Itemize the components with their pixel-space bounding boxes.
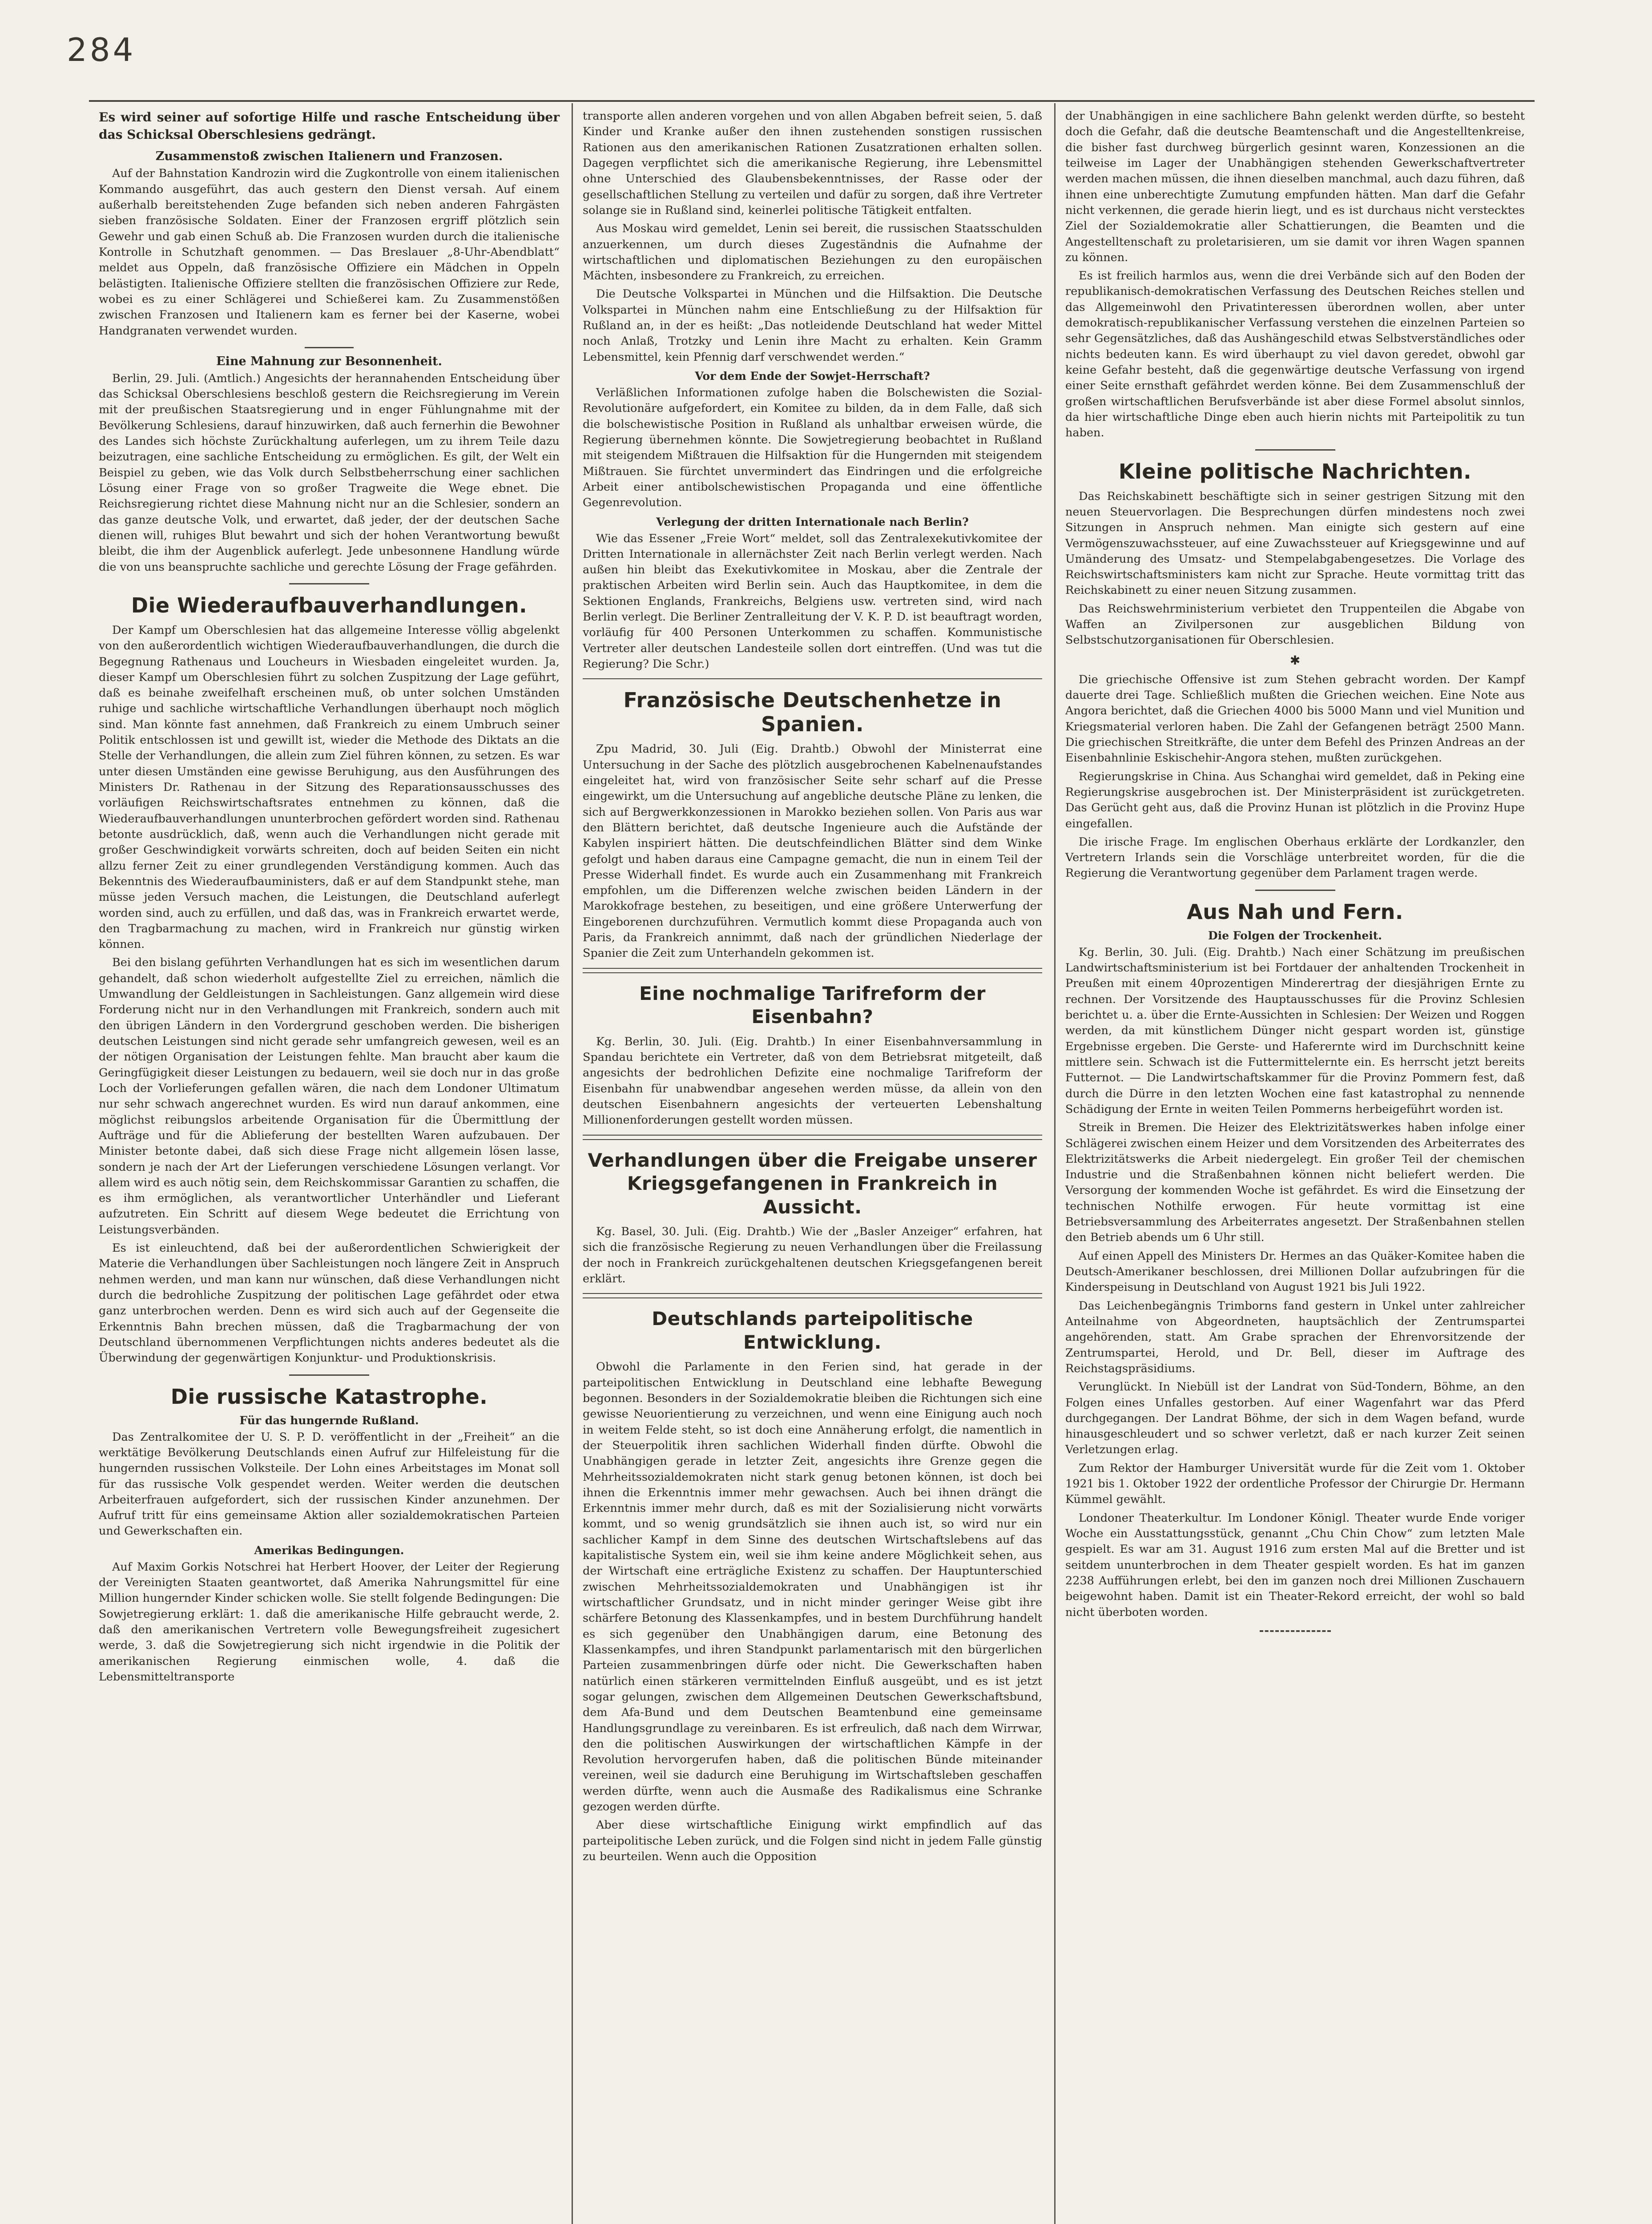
separator [583,678,1042,679]
column-1 [89,103,569,2224]
newspaper-columns [89,103,1535,2224]
paragraph: Verunglückt. In Niebüll ist der Landrat von Süd-Tondern, Böhme, an den Folgen eines Unfalles gestorben. Auf einer Wagenfahrt war das Pferd durchgegangen. Der Landrat Böhme, der sich in dem Wagen befand, wurde hinausgeschleudert und so schwer verletzt, daß er nach kurzer Zeit seinen Verletzungen erlag. [1065,1380,1525,1457]
headline-spain: Französische Deutschenhetze in Spanien. [623,688,1002,737]
end-separator [1260,1630,1331,1632]
column-2 [572,103,1052,2224]
page-number: 284 [67,31,136,68]
paragraph: Es ist einleuchtend, daß bei der außerordentlichen Schwierigkeit der Materie die Verhandlungen über Sachleistungen noch längere Zeit in Anspruch nehmen werden, und man kann nur wünschen, daß diese Verhandlungen nicht durch die bedrohliche Zuspitzung der politischen Lage gefährdet oder etwa ganz unterbrochen werden. Denn es wird sich auch auf der Gegenseite die Erkenntnis Bahn brechen müssen, daß die Tragbarmachung der von Deutschland übernommenen Verpflichtungen nichts anderes bedeutet als die Überwindung der gegenwärtigen Konjunktur- und Produktionskrisis. [99,1241,560,1365]
paragraph: Obwohl die Parlamente in den Ferien sind, hat gerade in der parteipolitischen Entwicklung in Deutschland eine lebhafte Bewegung begonnen. Besonders in der Sozialdemokratie bleiben die Richtungen sich eine gewisse Neuorientierung zu verzeichnen, und wenn eine Einigung auch noch in weitem Felde steht, so ist doch eine Annäherung erfolgt, die namentlich in der Steuerpolitik ihren sachlichen Widerhall finden dürfte. Obwohl die Unabhängigen gerade in letzter Zeit, angesichts ihre Grenze gegen die Mehrheitssozialdemokraten nicht stark genug betonen können, ist doch bei ihnen die Erkenntnis immer mehr gewachsen. Auch bei ihnen drängt die Erkenntnis immer mehr durch, daß es mit der Sozialisierung nicht vorwärts kommt, und so wenig grundsätzlich sie ihnen auch ist, so wird nur ein sachlicher Kampf in dem Sinne des deutschen Wirtschaftslebens auf das kapitalistische System ein, weil sie ihm keine andere Möglichkeit sehen, aus der Wirtschaft eine erträgliche Existenz zu schaffen. Der Hauptunterschied zwischen Mehrheitssozialdemokraten und Unabhängigen ist ihr wirtschaftlicher Grundsatz, und in nicht minder geringer Weise gibt ihre schärfere Betonung des Klassenkampfes, und in bestem Durchführung handelt es sich gegenüber den Unabhängigen darum, eine Betonung des Klassenkampfes, und ihren Standpunkt parlamentarisch mit den bürgerlichen Parteien zusammenbringen dürfe oder nicht. Die Gewerkschaften haben natürlich einen stärkeren vermittelnden Einfluß ausgeübt, und es ist jetzt sogar gelungen, zwischen dem Allgemeinen Deutschen Gewerkschaftsbund, dem Afa-Bund und dem Deutschen Beamtenbund eine gemeinsame Handlungsgrundlage zu vereinbaren. Es ist erfreulich, daß nach dem Wirrwar, den die politischen Auswirkungen der wirtschaftlichen Kämpfe in der Revolution hervorgerufen haben, daß die politischen Bünde miteinander vereinen, weil sie dadurch eine Beruhigung im Wirtschaftsleben geschaffen werden dürfte, wenn auch die Ausmaße des Radikalismus eine Schranke gezogen werden dürfte. [583,1360,1042,1814]
headline-russian-catastrophe: Die russische Katastrophe. [170,1384,488,1409]
headline-party-politics: Deutschlands parteipolitische Entwicklung. [652,1308,973,1353]
headline-railway: Eine nochmalige Tarifreform der Eisenbahn? [639,982,986,1028]
paragraph: Zum Rektor der Hamburger Universität wurde für die Zeit vom 1. Oktober 1921 bis 1. Oktober 1922 der ordentliche Professor der Chirurgie Dr. Hermann Kümmel gewählt. [1065,1461,1525,1507]
separator [289,583,369,584]
paragraph: der Unabhängigen in eine sachlichere Bahn gelenkt werden dürfte, so besteht doch die Gefahr, daß die deutsche Beamtenschaft und die Angestelltenkreise, die bisher fast durchweg bürgerlich gesinnt waren, Konzessionen an die teilweise im Lager der Unabhängigen stehenden Gewerkschaftvertreter werden machen müssen, die ihnen dieselben manchmal, auch dazu führen, daß ihnen eine unberechtigte Zumutung empfunden hätten. Man darf die Gefahr nicht verkennen, die gerade hierin liegt, und es ist durchaus nicht verstecktes Ziel der Sozialdemokratie aller Schattierungen, die Beamten und die Angestelltenschaft zu proletarisieren, um sie damit vor ihren Wagen spannen zu können. [1065,109,1525,264]
subheading-clash: Zusammenstoß zwischen Italienern und Franzosen. [155,149,503,164]
headline-prisoners: Verhandlungen über die Freigabe unserer Kriegsgefangenen in Frankreich in Aussicht. [588,1149,1037,1218]
paragraph: Auf Maxim Gorkis Notschrei hat Herbert Hoover, der Leiter der Regierung der Vereinigten Staaten geantwortet, daß Amerika Nahrungsmittel für eine Million hungernder Kinder schicken wolle. Sie stellt folgende Bedingungen: Die Sowjetregierung erklärt: 1. daß die amerikanische Hilfe gebraucht werde, 2. daß den amerikanischen Vertretern volle Bewegungsfreiheit zugesichert werde, 3. daß die Sowjetregierung sich nicht irgendwie in die Politik der amerikanischen Regierung einmischen wolle, 4. daß die Lebensmitteltransporte [99,1560,560,1684]
paragraph: Kg. Berlin, 30. Juli. (Eig. Drahtb.) In einer Eisenbahnversammlung in Spandau berichtete ein Vertreter, daß von dem Betriebsrat mitgeteilt, daß angesichts der bedrohlichen Defizite eine nochmalige Tarifreform der Eisenbahn für unabwendbar angesehen werden müsse, da allein von den deutschen Eisenbahnern angesichts der verteuerten Lebenshaltung Millionenforderungen gestellt worden müssen. [583,1035,1042,1127]
paragraph: Die Deutsche Volkspartei in München und die Hilfsaktion. Die Deutsche Volkspartei in München nahm eine Entschließung zu der Hilfsaktion für Rußland an, in der es heißt: „Das notleidende Deutschland hat weder Mittel noch Anlaß, Trotzky und Lenin ihre Macht zu erhalten. Kein Gramm Lebensmittel, kein Pfennig darf verschwendet werden.“ [583,287,1042,364]
paragraph: Bei den bislang geführten Verhandlungen hat es sich im wesentlichen darum gehandelt, daß schon wiederholt aufgestellte Ziel zu erreichen, nämlich die Umwandlung der Geldleistungen in Sachleistungen. Ganz allgemein wird diese Forderung nicht nur in den Verhandlungen mit Frankreich, sondern auch mit den übrigen Ländern in den Vordergrund geschoben werden. Die bisherigen deutschen Leistungen sind nicht gerade sehr umfangreich gewesen, weil es an der nötigen Organisation der Leistungen fehlte. Man braucht aber kaum die Geringfügigkeit dieser Leistungen zu bedauern, weil sie doch nur in das große Loch der Vorlieferungen gefallen wären, die nach dem Londoner Ultimatum nur sehr schwach angerechnet wurden. Es wird nun darauf ankommen, eine möglichst reibungslos arbeitende Organisation für die Übermittlung der Aufträge und für die Ablieferung der bestellten Waren aufzubauen. Der Minister betonte dabei, daß sich diese Frage nicht allgemein lösen lasse, sondern je nach der Art der Lieferungen verschiedene Lösungen verlangt. Vor allem wird es auch nötig sein, dem Reichskommissar Garantien zu schaffen, die es ihm ermöglichen, als verantwortlicher Unterhändler und Lieferant aufzutreten. Ein Schritt auf diesem Wege bedeutet die Errichtung von Leistungsverbänden. [99,956,560,1237]
paragraph: Die griechische Offensive ist zum Stehen gebracht worden. Der Kampf dauerte drei Tage. Schließlich mußten die Griechen weichen. Eine Note aus Angora berichtet, daß die Griechen 4000 bis 5000 Mann und viel Munition und Kriegsmaterial verloren haben. Die Zahl der Gefangenen beträgt 2500 Mann. Die griechischen Streitkräfte, die unter dem Befehl des Prinzen Andreas an der Eisenbahnlinie Eskischehir-Angora stehen, mußten zurückgehen. [1065,673,1525,765]
separator [1255,890,1335,891]
separator [583,1135,1042,1140]
paragraph: Aus Moskau wird gemeldet, Lenin sei bereit, die russischen Staatsschulden anzuerkennen, um durch dieses Zugeständnis die Aufnahme der wirtschaftlichen und diplomatischen Beziehungen zu den europäischen Mächten, insbesondere zu Frankreich, zu erreichen. [583,222,1042,283]
paragraph: Aber diese wirtschaftliche Einigung wirkt empfindlich auf das parteipolitische Leben zurück, und die Folgen sind nicht in jedem Falle günstig zu beurteilen. Wenn auch die Opposition [583,1818,1042,1863]
headline-small-news: Kleine politische Nachrichten. [1118,459,1472,483]
headline-reconstruction: Die Wiederaufbauverhandlungen. [131,593,528,617]
paragraph: Kg. Basel, 30. Juli. (Eig. Drahtb.) Wie der „Basler Anzeiger“ erfahren, hat sich die französische Regierung zu neuen Verhandlungen über die Freilassung der noch in Frankreich zurückgehaltenen deutschen Kriegsgefangenen bereit erklärt. [583,1225,1042,1285]
paragraph: Regierungskrise in China. Aus Schanghai wird gemeldet, daß in Peking eine Regierungskrise ausgebrochen ist. Der Ministerpräsident ist zurückgetreten. Das Gerücht geht aus, daß die Provinz Hunan ist plötzlich in die Provinz Hupe eingefallen. [1065,770,1525,830]
paragraph: Das Zentralkomitee der U. S. P. D. veröffentlicht in der „Freiheit“ an die werktätige Bevölkerung Deutschlands einen Aufruf zur Hilfeleistung für die hungernden russischen Volksteile. Der Lohn eines Arbeitstages im Monat soll für das russische Volk gespendet werden. Weiter werden die deutschen Arbeiterfrauen aufgefordert, sich der russischen Kinder anzunehmen. Der Aufruf tritt für eins gemeinsame Aktion aller sozialdemokratischen Parteien und Gewerkschaften ein. [99,1430,560,1538]
top-rule [89,100,1535,102]
paragraph: Das Reichskabinett beschäftigte sich in seiner gestrigen Sitzung mit den neuen Steuervorlagen. Die Besprechungen dürfen mindestens noch zwei Sitzungen in Anspruch nehmen. Man einigte sich gestern auf eine Vermögenszuwachssteuer, auf eine Zuwachssteuer auf Kriegsgewinne und auf Umänderung des Umsatz- und Stempelabgabengesetzes. Die Vorlage des Reichswirtschaftsministers kam nicht zur Sprache. Heute vormittag tritt das Reichskabinett zu einer neuen Sitzung zusammen. [1065,489,1525,597]
paragraph: Es ist freilich harmlos aus, wenn die drei Verbände sich auf den Boden der republikanisch-demokratischen Verfassung des Deutschen Reiches stellen und das Allgemeinwohl den Privatinteressen überordnen wollen, aber unter demokratisch-republikanischer Verfassung verstehen die einzelnen Parteien so sehr Gegensätzliches, daß das Aushängeschild etwas Selbstverständliches oder nichts bedeuten kann. Es wird überhaupt zu viel davon geredet, obwohl gar keine Gefahr besteht, daß die gegenwärtige deutsche Verfassung von irgend einer Seite ernsthaft gefährdet werden könne. Bei dem Zusammenschluß der großen wirtschaftlichen Berufsverbände ist aber diese Formel absolut sinnlos, da hier wirtschaftliche Dinge eben auch hierin nichts mit Parteipolitik zu tun haben. [1065,269,1525,440]
subheading-america: Amerikas Bedingungen. [254,1543,404,1557]
separator [305,347,354,348]
paragraph: transporte allen anderen vorgehen und von allen Abgaben befreit seien, 5. daß Kinder und Kranke außer den ihnen zustehenden sonstigen russischen Rationen aus den amerikanischen Rationen Zusatzrationen erhalten sollen. Dagegen verpflichtet sich die amerikanische Regierung, ihre Lebensmittel ohne Unterschied des Glaubensbekenntnisses, der Rasse oder der gesellschaftlichen Stellung zu verteilen und dafür zu sorgen, daß ihre Vertreter solange sie in Rußland sind, keinerlei politische Tätigkeit entfalten. [583,109,1042,217]
paragraph: Zpu Madrid, 30. Juli (Eig. Drahtb.) Obwohl der Ministerrat eine Untersuchung in der Sache des plötzlich ausgebrochenen Kabelnenaufstandes eingeleitet hat, wird von französischer Seite sehr scharf auf die Presse eingewirkt, um die Untersuchung auf angebliche deutsche Pläne zu lenken, die sich auf Bergwerkkonzessionen in Marokko beziehen sollen. Von Paris aus war den Blättern berichtet, daß deutsche Ingenieure auch die Aufstände der Kabylen inspiriert hätten. Die deutschfeindlichen Blätter sind dem Winke gefolgt und haben daraus eine Campagne gemacht, die nun in einem Teil der Presse Widerhall findet. Es wurde auch ein Zusammenhang mit Frankreich empfohlen, um die Differenzen welche zwischen beiden Ländern in der Marokkofrage bestehen, zu beseitigen, und eine größere Unterwerfung der Eingeborenen durchzuführen. Vermutlich kommt diese Propaganda auch von Paris, da Frankreich annimmt, daß nach der gründlichen Niederlage der Spanier die Zeit zum Unterhandeln gekommen ist. [583,742,1042,960]
column-3 [1054,103,1535,2224]
paragraph: Auf einen Appell des Ministers Dr. Hermes an das Quäker-Komitee haben die Deutsch-Amerikaner beschlossen, drei Millionen Dollar aufzubringen für die Kinderspeisung in Deutschland von August 1921 bis Juli 1922. [1065,1249,1525,1294]
paragraph: Das Reichswehrministerium verbietet den Truppenteilen die Abgabe von Waffen an Zivilpersonen zur ausgeblichen Bildung von Selbstschutzorganisationen für Oberschlesien. [1065,602,1525,647]
subheading-drought: Die Folgen der Trockenheit. [1208,929,1382,942]
paragraph: Berlin, 29. Juli. (Amtlich.) Angesichts der herannahenden Entscheidung über das Schicksal Oberschlesiens beschloß gestern die Reichsregierung im Verein mit der preußischen Staatsregierung und in enger Fühlungnahme mit der Bevölkerung Schlesiens, darauf hinzuwirken, daß auch fernerhin die Bewohner des Landes sich höchste Zurückhaltung auferlegen, um zu ihrem Teile dazu beizutragen, eine sachliche Entscheidung zu ermöglichen. Es gilt, der Welt ein Beispiel zu geben, wie das Volk durch Selbstbeherrschung einer sachlichen Lösung einer Frage von so großer Tragweite die Wege ebnet. Die Reichsregierung richtet diese Mahnung nicht nur an die Schlesier, sondern an das ganze deutsche Volk, und erwartet, daß jeder, der der deutschen Sache dienen will, ruhiges Blut bewahrt und sich der hohen Verantwortung bewußt bleibt, die ihm der Augenblick auferlegt. Jede unbesonnene Handlung würde die von uns beanspruchte sachliche und gerechte Lösung der Frage gefährden. [99,371,560,574]
subheading-soviet: Vor dem Ende der Sowjet-Herrschaft? [695,370,930,383]
subheading-warning: Eine Mahnung zur Besonnenheit. [216,354,443,368]
subheading-hunger: Für das hungernde Rußland. [239,1414,419,1427]
star-divider-icon: ✱ [1289,653,1301,668]
separator [583,1293,1042,1298]
paragraph: Streik in Bremen. Die Heizer des Elektrizitätswerkes haben infolge einer Schlägerei zwischen einem Heizer und dem Vorsitzenden des Arbeiterrates des Elektrizitätswerks die Arbeit niedergelegt. Ein großer Teil der chemischen Industrie und die Straßenbahnen können nicht beliefert werden. Die Versorgung der kommenden Woche ist gefährdet. Es wird die Einsetzung der technischen Nothilfe erwogen. Für heute vormittag ist eine Betriebsversammlung des Arbeiterrates angesetzt. Der Straßenbahnen stellen den Betrieb abends um 6 Uhr still. [1065,1121,1525,1245]
subheading-international: Verlegung der dritten Internationale nach Berlin? [656,515,969,528]
paragraph: Wie das Essener „Freie Wort“ meldet, soll das Zentralexekutivkomitee der Dritten Internationale in allernächster Zeit nach Berlin verlegt werden. Nach außen hin bleibt das Exekutivkomitee in Moskau, aber die Zentrale der praktischen Arbeiten wird Berlin sein. Auch das Hauptkomitee, in dem die Sektionen Englands, Frankreichs, Belgiens usw. vertreten sind, wird nach Berlin verlegt. Die Berliner Zentralleitung der V. K. P. D. ist beauftragt worden, vorläufig für 400 Personen Unterkommen zu schaffen. Kommunistische Vertreter aller deutschen Landesteile sollen dort eintreffen. (Und was tut die Regierung? Die Schr.) [583,532,1042,671]
paragraph: Kg. Berlin, 30. Juli. (Eig. Drahtb.) Nach einer Schätzung im preußischen Landwirtschaftsministerium ist bei Fortdauer der anhaltenden Trockenheit in Preußen mit einem 40prozentigen Minderertrag der diesjährigen Ernte zu rechnen. Der Vorsitzende des Hauptausschusses für die Provinz Schlesien berichtet u. a. über die Ernte-Aussichten in Schlesien: Der Weizen und Roggen werden, da mit künstlichem Dünger nicht gespart worden ist, günstige Ergebnisse ergeben. Die Gerste- und Haferernte wird im Durchschnitt keine mittlere sein. Schwach ist die Futtermittelernte ein. Es herrscht jetzt bereits Futternot. — Die Landwirtschaftskammer für die Provinz Pommern fest, daß durch die Dürre in den letzten Wochen eine fast katastrophal zu nennende Schädigung der Ernte in weiten Teilen Pommerns herbeigeführt worden ist. [1065,945,1525,1116]
paragraph: Die irische Frage. Im englischen Oberhaus erklärte der Lordkanzler, den Vertretern Irlands sein die Vorschläge unterbreitet worden, für die die Regierung die Verantwortung gegenüber dem Parlament tragen werde. [1065,835,1525,880]
paragraph: Das Leichenbegängnis Trimborns fand gestern in Unkel unter zahlreicher Anteilnahme von Abgeordneten, hauptsächlich der Zentrumspartei angehörenden, statt. Am Grabe sprachen der Ehrenvorsitzende der Zentrumspartei, Herold, und Dr. Bell, dieser im Auftrage des Reichstagspräsidiums. [1065,1299,1525,1375]
paragraph: Verläßlichen Informationen zufolge haben die Bolschewisten die Sozial-Revolutionäre aufgefordert, ein Komitee zu bilden, da in dem Falle, daß sich die bolschewistische Position in Rußland als unhaltbar erweisen würde, die Regierung übernehmen könnte. Die Sowjetregierung beobachtet in Rußland mit steigendem Mißtrauen die Hilfsaktion für die Hungernden mit steigendem Mißtrauen. Sie fürchtet unvermindert das Eindringen und die erfolgreiche Arbeit einer antibolschewistischen Propaganda und eine öffentliche Gegenrevolution. [583,386,1042,510]
separator [289,1374,369,1376]
lead-text: Es wird seiner auf sofortige Hilfe und rasche Entscheidung über das Schicksal Oberschlesiens gedrängt. [99,110,560,142]
paragraph: Auf der Bahnstation Kandrozin wird die Zugkontrolle von einem italienischen Kommando ausgeführt, das auch gestern den Dienst versah. Auf einem außerhalb bereitstehenden Zuge befanden sich neben anderen Fahrgästen sieben französische Soldaten. Einer der Franzosen ergriff plötzlich sein Gewehr und gab einen Schuß ab. Die Franzosen wurden durch die italienische Kontrolle in Schutzhaft genommen. — Das Breslauer „8-Uhr-Abendblatt“ meldet aus Oppeln, daß französische Offiziere ein Mädchen in Oppeln belästigten. Italienische Offiziere stellten die französischen Offiziere zur Rede, wobei es zu einer Schlägerei und Schießerei kam. Zu Zusammenstößen zwischen Franzosen und Italienern kam es ferner bei der Kaserne, wobei Handgranaten verwendet wurden. [99,167,560,338]
paragraph: Der Kampf um Oberschlesien hat das allgemeine Interesse völlig abgelenkt von den außerordentlich wichtigen Wiederaufbauverhandlungen, die durch die Begegnung Rathenaus und Loucheurs in Wiesbaden eingeleitet wurden. Ja, dieser Kampf um Oberschlesien führt zu solchen Zuspitzung der Lage geführt, daß es beinahe zweifelhaft erscheinen muß, ob unter solchen Umständen ruhige und sachliche wirtschaftliche Verhandlungen überhaupt noch möglich sind. Man könnte fast annehmen, daß Frankreich zu einem Umbruch seiner Politik entschlossen ist und gewillt ist, wieder die Methode des Diktats an die Stelle der Verhandlungen, die allein zum Ziel führen können, zu setzen. Es war unter diesen Umständen eine gewisse Beruhigung, aus den Ausführungen des Ministers Dr. Rathenau in der Sitzung des Reparationsausschusses des vorläufigen Reichswirtschaftsrates entnehmen zu können, daß die Wiederaufbauverhandlungen ununterbrochen gefördert worden sind. Rathenau betonte ausdrücklich, daß, wenn auch die Verhandlungen nicht gerade mit großer Geschwindigkeit vorwärts schreiten, doch auf beiden Seiten ein nicht allzu ferner Zeit zu einer grundlegenden Verständigung kommen. Auch das Bekenntnis des Wiederaufbauministers, daß er auf dem Standpunkt stehe, man müsse jeden Versuch machen, die Leistungen, die Deutschland auferlegt worden sind, auch zu erfüllen, und daß das, was in Frankreich erwartet werde, den Tragbarmachung zu machen, wird in Frankreich nur günstig wirken können. [99,623,560,951]
paragraph: Londoner Theaterkultur. Im Londoner Königl. Theater wurde Ende voriger Woche ein Ausstattungsstück, genannt „Chu Chin Chow“ zum letzten Male gespielt. Es war am 31. August 1916 zum ersten Mal auf die Bretter und ist seitdem ununterbrochen in dem Theater gespielt worden. Es hat im ganzen 2238 Aufführungen erlebt, bei den im ganzen noch drei Millionen Zuschauern beigewohnt haben. Damit ist ein Theater-Rekord erreicht, der wohl so bald nicht überboten worden. [1065,1511,1525,1619]
separator [583,968,1042,973]
headline-near-far: Aus Nah und Fern. [1187,899,1403,924]
separator [1255,449,1335,451]
